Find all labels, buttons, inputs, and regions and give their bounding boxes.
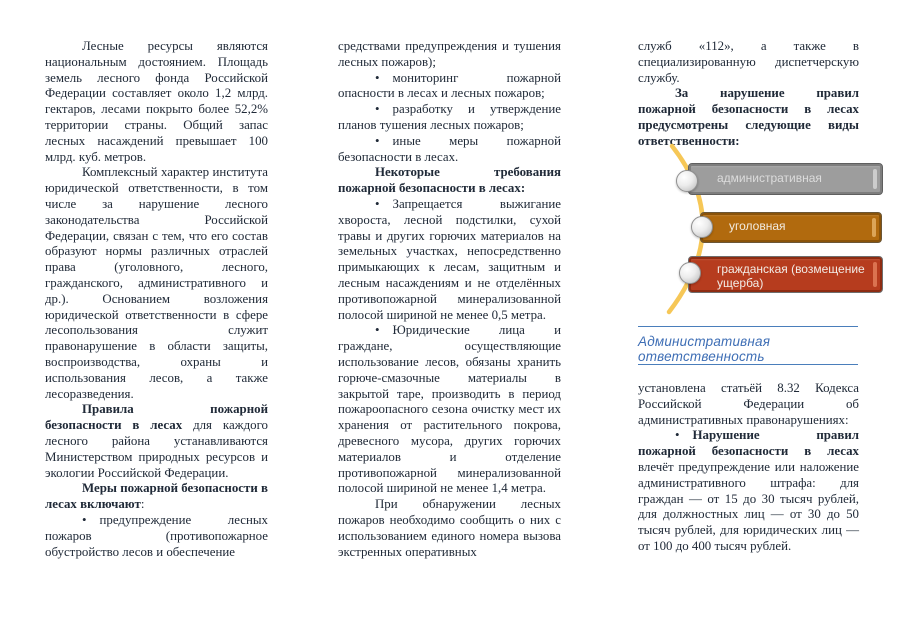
- list-item: [338, 197, 561, 323]
- list-item: [338, 323, 561, 497]
- bullet-icon: •: [375, 323, 380, 338]
- paragraph: [638, 39, 859, 86]
- text-run: служб «112», а также в специализированную диспетчерскую службу.: [638, 39, 859, 85]
- text-run: :: [140, 497, 145, 512]
- list-item: [638, 428, 859, 554]
- paragraph: [45, 481, 268, 513]
- text-run: предупреждение лесных пожаров (противопожарное обустройство лесов и обеспечение: [45, 512, 268, 559]
- divider-line: [638, 326, 858, 327]
- text-run: для каждого лесного района устанавливаются Министерством природных ресурсов и экологии Российской Федерации.: [45, 418, 268, 480]
- column-1: [45, 39, 268, 560]
- text-run-bold: Меры пожарной безопасности в лесах включают: [45, 481, 268, 512]
- section-heading-administrative-responsibility: Административная ответственность: [638, 334, 771, 364]
- column-3-bottom: [638, 381, 859, 555]
- column-2: [338, 39, 561, 560]
- paragraph: [338, 39, 561, 71]
- text-run-bold: Некоторые требования пожарной безопасности в лесах:: [338, 165, 561, 196]
- text-run: При обнаружении лесных пожаров необходимо сообщить о них с использованием единого номера вызова экстренных оперативных: [338, 497, 561, 559]
- section-heading-paragraph: [338, 165, 561, 197]
- banner-label: гражданская (возмещение ущерба): [717, 262, 865, 290]
- bullet-icon: •: [375, 133, 380, 148]
- text-run: иные меры пожарной безопасности в лесах.: [338, 133, 561, 164]
- node-circle-icon: [679, 262, 701, 284]
- list-item: [338, 102, 561, 134]
- bullet-icon: •: [675, 428, 680, 443]
- list-item: [338, 71, 561, 103]
- list-item: [338, 134, 561, 166]
- banner-label: административная: [717, 171, 822, 185]
- text-run: влечёт предупреждение или наложение административного штрафа: для граждан — от 15 до 30 тысяч рублей, для должностных лиц — от 30 до 50 тысяч рублей, для юридических лиц — от 100 до 400 тысяч рублей.: [638, 459, 859, 553]
- text-run-bold: За нарушение правил пожарной безопасности в лесах предусмотрены следующие виды ответственности:: [638, 86, 859, 148]
- bullet-icon: •: [375, 102, 380, 117]
- column-3-top: [638, 39, 859, 150]
- bullet-icon: •: [375, 196, 380, 211]
- text-run: Лесные ресурсы являются национальным достоянием. Площадь земель лесного фонда Российской Федерации составляет около 1,2 млрд. гектаров, лесами покрыто более 52,2% территории страны. Общий запас лесных насаждений превышает 100 млрд. куб. метров.: [45, 39, 268, 164]
- text-run: разработку и утверждение планов тушения лесных пожаров;: [338, 102, 561, 132]
- paragraph: [338, 497, 561, 560]
- bullet-icon: •: [375, 70, 380, 85]
- text-run: мониторинг пожарной опасности в лесах и лесных пожаров;: [338, 70, 561, 101]
- paragraph: [45, 165, 268, 402]
- text-run-bold: Нарушение правил пожарной безопасности в лесах: [638, 428, 859, 459]
- paragraph: [638, 381, 859, 428]
- node-circle-icon: [676, 170, 698, 192]
- text-run: Юридические лица и граждане, осуществляющие использование лесов, обязаны хранить горюче-смазочные материалы в закрытой таре, производить в период пожароопасного сезона очистку мест их хранения от растительного покрова, древесного мусора, других горючих материалов и отделение противопожарной минерализованной полосой шириной не менее 1,4 метра.: [338, 323, 561, 496]
- text-run-bold: Правила пожарной безопасности в лесах: [45, 402, 268, 433]
- list-item: [45, 513, 268, 560]
- text-run: Запрещается выжигание хвороста, лесной подстилки, сухой травы и других горючих материалов на земельных участках, непосредственно примыкающих к лесам, защитным и лесным насаждениям и не отделённых противопожарной минерализованной полосой шириной не менее 0,5 метра.: [338, 196, 561, 322]
- banner-criminal: [700, 212, 882, 243]
- banner-label: уголовная: [729, 219, 786, 233]
- text-run: установлена статьёй 8.32 Кодекса Российской Федерации об административных правонарушениях:: [638, 381, 859, 427]
- divider-line: [638, 364, 858, 365]
- paragraph: [45, 39, 268, 165]
- text-run: Комплексный характер института юридической ответственности, в том числе за нарушение лесного законодательства Российской Федерации, связан с тем, что его состав образуют нормы различных отраслей права (уголовного, лесного, гражданского, административного и др.). Основанием возложения юридической ответственности в сфере лесопользования служит правонарушение в области защиты, воспроизводства, охраны и использования лесов, а также лесоразведения.: [45, 165, 268, 401]
- banner-administrative: [688, 163, 883, 195]
- text-run: средствами предупреждения и тушения лесных пожаров);: [338, 39, 561, 69]
- bullet-icon: •: [82, 512, 87, 527]
- paragraph: [45, 402, 268, 481]
- banner-civil: [688, 256, 883, 293]
- node-circle-icon: [691, 216, 713, 238]
